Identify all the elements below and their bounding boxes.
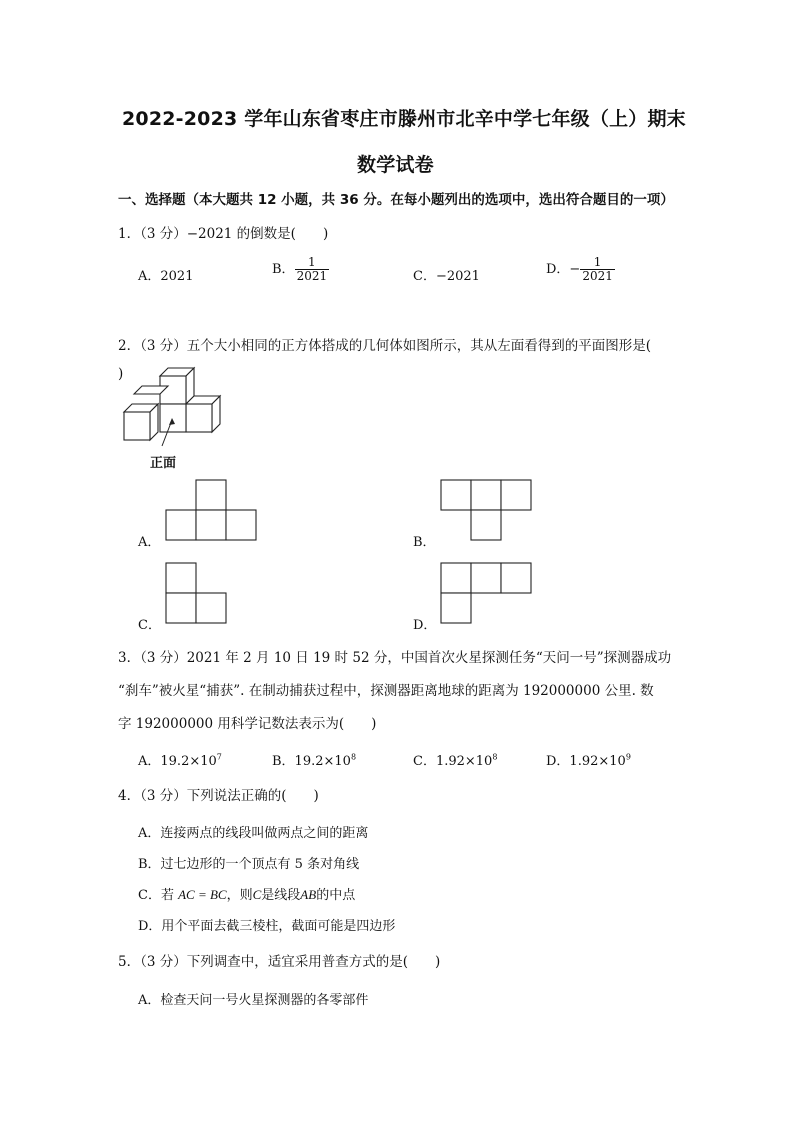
q3-option-b-base: B．19.2×10 [272,754,351,769]
q3-option-a [138,750,222,769]
q3-option-b-exp: 8 [350,752,357,762]
q3-option-c-base: C．1.92×10 [413,754,493,769]
q3-line3: 字 192000000 用科学记数法表示为( ) [118,716,377,732]
cube-middle-front [160,404,186,432]
q2-option-a-figure [166,480,256,540]
q3-option-c [413,750,497,769]
q1-option-a: A．2021 [138,269,194,284]
q3-line2: “刹车”被火星“捕获”. 在制动捕获过程中，探测器距离地球的距离为 192000000 公里. 数 [118,683,654,699]
q3-option-c-exp: 8 [492,752,498,762]
q1-stem: 1．（3 分）−2021 的倒数是( ) [118,226,329,242]
q2-stem-close-paren: ) [118,366,124,382]
q2-option-c-figure [166,563,226,623]
q4-option-c [138,884,355,903]
q4-option-c-pre: C．若 [138,888,179,903]
q4-option-d: D．用个平面去截三棱柱，截面可能是四边形 [138,919,396,934]
q1-option-b-numerator: 1 [308,255,316,269]
q1-option-b-fraction [295,256,330,283]
q3-option-d-exp: 9 [625,752,631,762]
q1-option-d-denominator: 2021 [582,269,613,284]
q2-option-b-label: B． [413,535,436,550]
page-title-line1: 2022-2023 学年山东省枣庄市滕州市北辛中学七年级（上）期末 [122,108,686,130]
page-title-line2: 数学试卷 [357,154,434,176]
section-heading: 一、选择题（本大题共 12 小题，共 36 分。在每小题列出的选项中，选出符合题目的一项） [118,192,674,208]
q3-option-d-base: D．1.92×10 [546,754,626,769]
q3-option-b [272,750,356,769]
q4-option-c-var: C [252,887,262,902]
q4-option-a: A．连接两点的线段叫做两点之间的距离 [138,826,369,841]
q5-stem: 5．（3 分）下列调查中，适宜采用普查方式的是( ) [118,954,441,970]
front-label: 正面 [150,456,177,471]
q1-option-b-denominator: 2021 [296,269,328,284]
q4-stem: 4．（3 分）下列说法正确的( ) [118,788,319,804]
q3-line1: 3．（3 分）2021 年 2 月 10 日 19 时 52 分，中国首次火星探测任务“天问一号”探测器成功 [118,650,672,666]
q1-option-d-label: D．− [546,262,581,278]
q4-option-b: B．过七边形的一个顶点有 5 条对角线 [138,857,360,872]
q1-option-b-label: B． [272,262,295,278]
q2-option-b-figure [441,480,531,540]
q4-option-c-seg: AB [300,887,317,902]
q1-option-d-fraction [580,256,615,283]
cube-figure [120,368,220,448]
q2-option-c-label: C． [138,618,161,633]
q4-option-c-mid2: 是线段 [261,888,301,903]
q3-option-a-exp: 7 [216,752,222,762]
q1-option-d [546,256,615,283]
q2-option-d-label: D． [413,618,437,633]
q1-option-c: C．−2021 [413,269,480,284]
q1-option-d-numerator: 1 [593,255,602,269]
q3-option-d [546,750,631,769]
q3-option-a-base: A．19.2×10 [138,754,217,769]
q5-option-a: A．检查天问一号火星探测器的各零部件 [138,993,369,1008]
q4-option-c-equation: AC = BC [178,887,227,902]
q2-option-d-figure [441,563,531,623]
q2-option-a-label: A． [138,535,161,550]
q2-stem-line1: 2．（3 分）五个大小相同的正方体搭成的几何体如图所示，其从左面看得到的平面图形是( [118,338,651,354]
cube-right-front [186,404,212,432]
q1-option-b [272,256,329,283]
cube-left-front [124,412,150,440]
q4-option-c-mid: ，则 [226,888,253,903]
q4-option-c-post: 的中点 [316,888,356,903]
